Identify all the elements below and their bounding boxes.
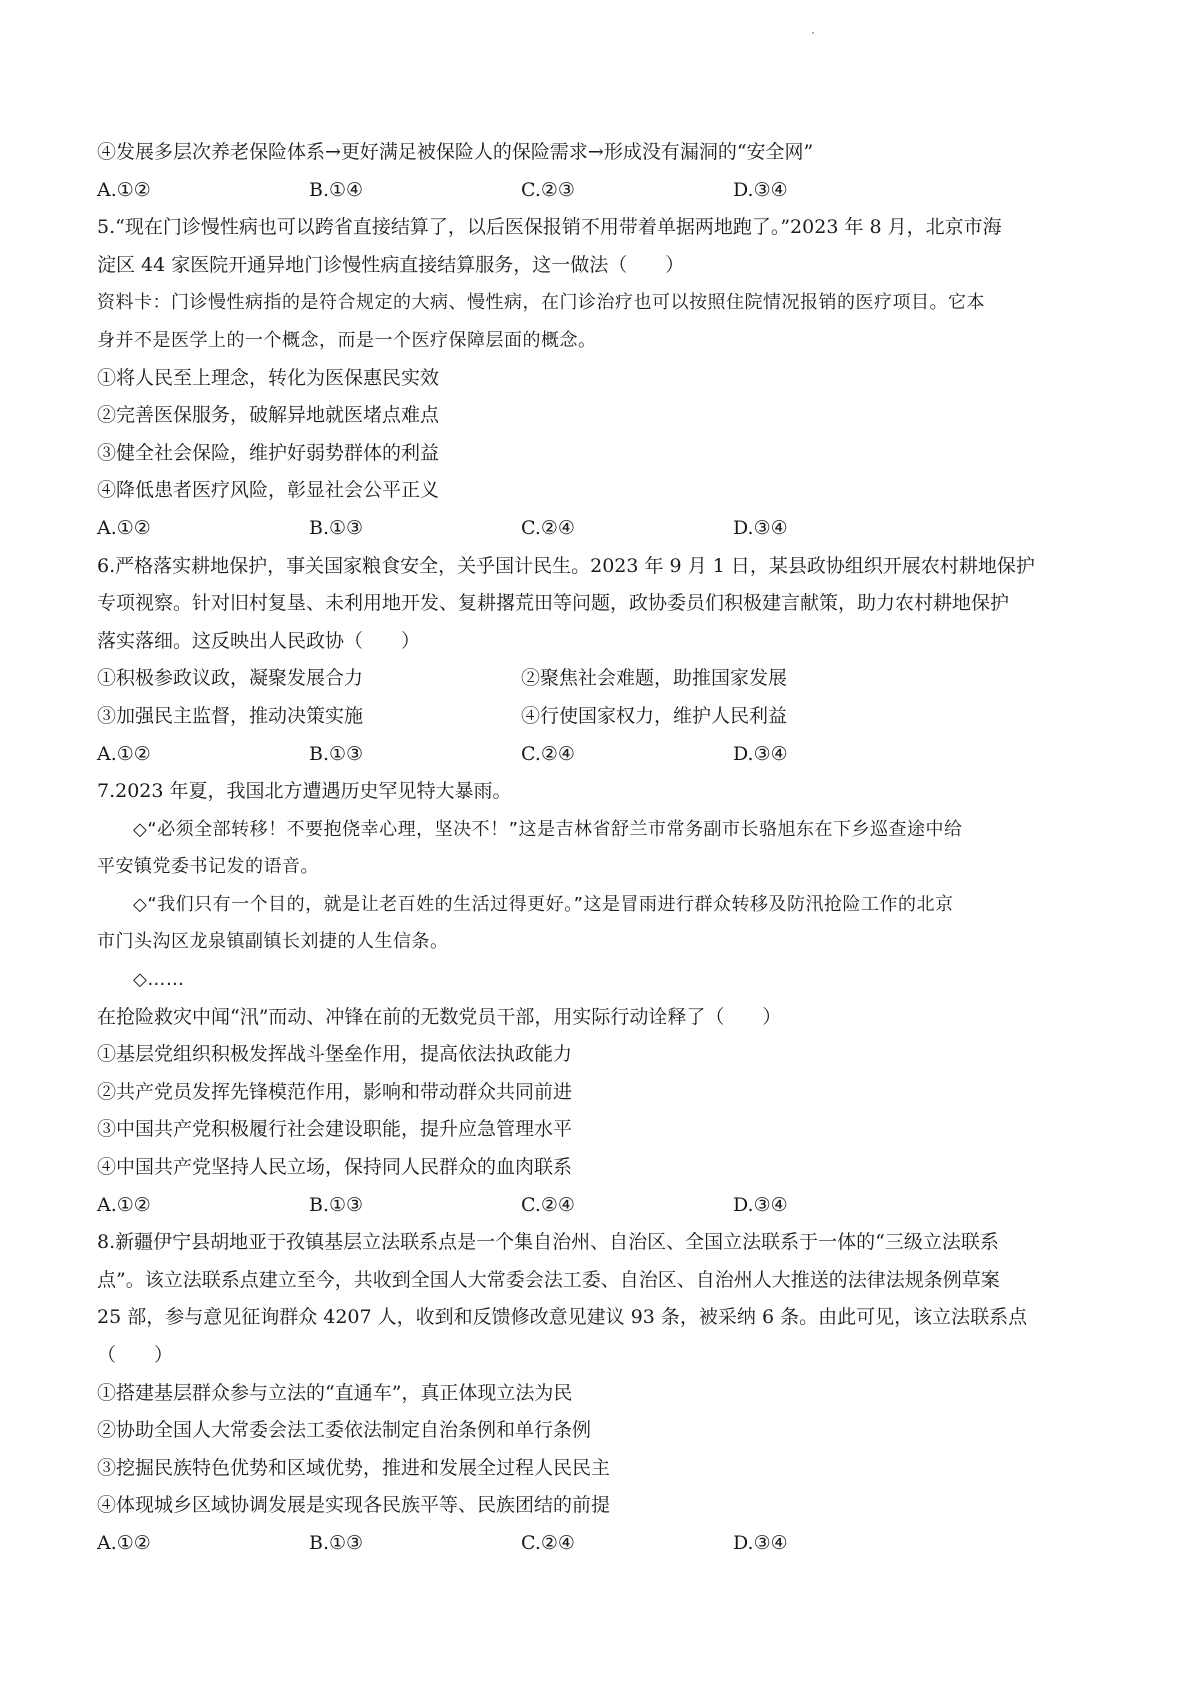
q7-item-4: ④中国共产党坚持人民立场，保持同人民群众的血肉联系 xyxy=(97,1156,573,1179)
q5-option-a: A.①② xyxy=(97,516,151,539)
q8-stem-line-4: （ ） xyxy=(97,1344,174,1366)
q5-options xyxy=(97,510,1117,548)
q4-option-b: B.①④ xyxy=(309,178,364,201)
q8-option-a: A.①② xyxy=(97,1531,151,1554)
q6-options xyxy=(97,736,1117,774)
q4-option-a: A.①② xyxy=(97,178,151,201)
q5-item-2: ②完善医保服务，破解异地就医堵点难点 xyxy=(97,404,440,427)
q6-item-1: ①积极参政议政，凝聚发展合力 xyxy=(97,667,364,690)
q8-options xyxy=(97,1525,1117,1563)
q8-option-d: D.③④ xyxy=(733,1531,788,1554)
q4-options xyxy=(97,172,1117,210)
q8-item-3: ③挖掘民族特色优势和区域优势，推进和发展全过程人民民主 xyxy=(97,1456,611,1479)
exam-content xyxy=(97,134,1117,1563)
q5-item-3: ③健全社会保险，维护好弱势群体的利益 xyxy=(97,441,440,464)
q6-item-4: ④行使国家权力，维护人民利益 xyxy=(521,704,788,727)
q6-stem-line-2: 专项视察。针对旧村复垦、未利用地开发、复耕撂荒田等问题，政协委员们积极建言献策，助力农村耕地保护 xyxy=(97,592,1010,615)
q4-item-4: ④发展多层次养老保险体系→更好满足被保险人的保险需求→形成没有漏洞的“安全网” xyxy=(97,141,814,163)
scan-speck xyxy=(812,32,814,34)
q6-stem-line-1: 6.严格落实耕地保护，事关国家粮食安全，关乎国计民生。2023 年 9 月 1 日，某县政协组织开展农村耕地保护 xyxy=(97,554,1035,577)
q6-item-2: ②聚焦社会难题，助推国家发展 xyxy=(521,667,788,690)
q6-stem-line-3: 落实落细。这反映出人民政协（ ） xyxy=(97,629,421,652)
q4-option-c: C.②③ xyxy=(521,178,575,201)
q7-option-a: A.①② xyxy=(97,1193,151,1216)
q5-option-b: B.①③ xyxy=(309,516,364,539)
q7-stem-line-2: 在抢险救灾中闻“汛”而动、冲锋在前的无数党员干部，用实际行动诠释了（ ） xyxy=(97,1005,782,1028)
q6-item-3: ③加强民主监督，推动决策实施 xyxy=(97,704,364,727)
q5-stem-line-2: 淀区 44 家医院开通异地门诊慢性病直接结算服务，这一做法（ ） xyxy=(97,253,685,276)
q8-stem-line-2: 点”。该立法联系点建立至今，共收到全国人大常委会法工委、自治区、自治州人大推送的法律法规条例草案 xyxy=(97,1268,1000,1291)
q5-item-1: ①将人民至上理念，转化为医保惠民实效 xyxy=(97,366,440,389)
q8-stem-line-3: 25 部，参与意见征询群众 4207 人，收到和反馈修改意见建议 93 条，被采纳 6 条。由此可见，该立法联系点 xyxy=(97,1306,1028,1329)
q5-option-d: D.③④ xyxy=(733,516,788,539)
q7-options xyxy=(97,1187,1117,1225)
q5-option-c: C.②④ xyxy=(521,516,575,539)
q8-item-1: ①搭建基层群众参与立法的“直通车”，真正体现立法为民 xyxy=(97,1381,573,1404)
q5-card-line-2: 身并不是医学上的一个概念，而是一个医疗保障层面的概念。 xyxy=(97,329,597,351)
q8-item-4: ④体现城乡区域协调发展是实现各民族平等、民族团结的前提 xyxy=(97,1494,611,1517)
q8-option-b: B.①③ xyxy=(309,1531,364,1554)
q7-option-c: C.②④ xyxy=(521,1193,575,1216)
q7-item-1: ①基层党组织积极发挥战斗堡垒作用，提高依法执政能力 xyxy=(97,1043,573,1066)
q4-option-d: D.③④ xyxy=(733,178,788,201)
q7-quote-2-line-2: 市门头沟区龙泉镇副镇长刘捷的人生信条。 xyxy=(97,931,449,953)
q6-option-c: C.②④ xyxy=(521,742,575,765)
q7-item-3: ③中国共产党积极履行社会建设职能，提升应急管理水平 xyxy=(97,1118,573,1141)
q8-option-c: C.②④ xyxy=(521,1531,575,1554)
q7-quote-2-line-1: ◇“我们只有一个目的，就是让老百姓的生活过得更好。”这是冒雨进行群众转移及防汛抢险工作的北京 xyxy=(133,893,954,915)
q6-option-d: D.③④ xyxy=(733,742,788,765)
q7-option-d: D.③④ xyxy=(733,1193,788,1216)
q5-item-4: ④降低患者医疗风险，彰显社会公平正义 xyxy=(97,479,440,502)
q7-stem-line-1: 7.2023 年夏，我国北方遭遇历史罕见特大暴雨。 xyxy=(97,780,512,803)
q8-stem-line-1: 8.新疆伊宁县胡地亚于孜镇基层立法联系点是一个集自治州、自治区、全国立法联系于一体的“三级立法联系 xyxy=(97,1231,999,1254)
q5-card-line-1: 资料卡：门诊慢性病指的是符合规定的大病、慢性病，在门诊治疗也可以按照住院情况报销的医疗项目。它本 xyxy=(97,292,985,314)
q6-items-row-1 xyxy=(97,660,1117,698)
q7-item-2: ②共产党员发挥先锋模范作用，影响和带动群众共同前进 xyxy=(97,1080,573,1103)
q6-option-a: A.①② xyxy=(97,742,151,765)
q7-option-b: B.①③ xyxy=(309,1193,364,1216)
q6-option-b: B.①③ xyxy=(309,742,364,765)
q7-quote-3: ◇…… xyxy=(133,969,185,991)
q5-stem-line-1: 5.“现在门诊慢性病也可以跨省直接结算了，以后医保报销不用带着单据两地跑了。”2023 年 8 月，北京市海 xyxy=(97,216,1002,239)
q7-quote-1-line-1: ◇“必须全部转移！不要抱侥幸心理，坚决不！”这是吉林省舒兰市常务副市长骆旭东在下乡巡查途中给 xyxy=(133,818,963,840)
q8-item-2: ②协助全国人大常委会法工委依法制定自治条例和单行条例 xyxy=(97,1419,592,1442)
q7-quote-1-line-2: 平安镇党委书记发的语音。 xyxy=(97,856,319,878)
q6-items-row-2 xyxy=(97,698,1117,736)
